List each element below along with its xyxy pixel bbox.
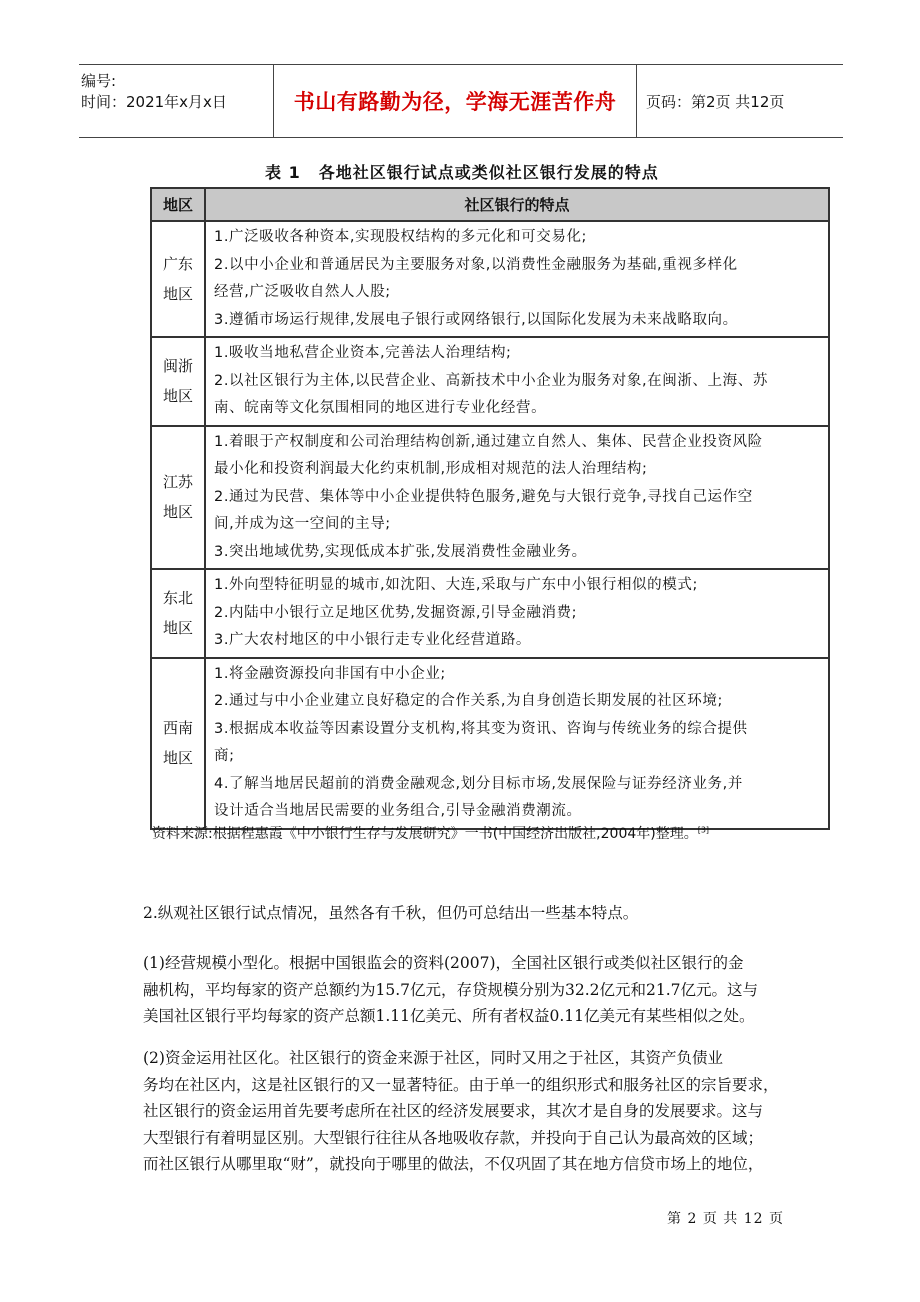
region-label: 东北	[162, 589, 193, 608]
region-cell	[151, 221, 205, 337]
feature-line: 南、皖南等文化氛围相同的地区进行专业化经营。	[214, 400, 547, 416]
table-row	[151, 658, 829, 829]
feature-line: 设计适合当地居民需要的业务组合,引导金融消费潮流。	[214, 803, 582, 819]
table-number: 表 1	[265, 163, 301, 182]
region-label: 地区	[162, 749, 193, 767]
features-cell	[205, 658, 829, 829]
paragraph-line: 社区银行的资金运用首先要考虑所在社区的经济发展要求，其次才是自身的发展要求。这与	[143, 1102, 764, 1120]
source-reference: [3]	[697, 825, 710, 835]
feature-line: 1.着眼于产权制度和公司治理结构创新,通过建立自然人、集体、民营企业投资风险	[214, 433, 763, 450]
paragraph-summary	[143, 900, 783, 927]
paragraph-funds	[143, 1045, 783, 1178]
features-cell	[205, 569, 829, 658]
paragraph-line: 大型银行有着明显区别。大型银行往往从各地吸收存款，并投向于自己认为最高效的区域；	[143, 1128, 764, 1147]
feature-line: 3.突出地域优势,实现低成本扩张,发展消费性金融业务。	[214, 543, 587, 560]
paragraph-line: (2)资金运用社区化。社区银行的资金来源于社区，同时又用之于社区，其资产负债业	[143, 1049, 723, 1067]
features-cell	[205, 221, 829, 337]
feature-line: 3.遵循市场运行规律,发展电子银行或网络银行,以国际化发展为未来战略取向。	[214, 311, 738, 328]
feature-line: 间,并成为这一空间的主导;	[214, 516, 391, 532]
region-label: 江苏	[162, 473, 193, 492]
header-page-info: 页码：第2页 共12页	[646, 92, 785, 111]
region-label: 地区	[162, 503, 193, 522]
region-cell	[151, 337, 205, 426]
column-header-region: 地区	[151, 188, 205, 221]
table-row	[151, 426, 829, 570]
region-label: 西南	[162, 719, 193, 737]
table-title	[265, 160, 659, 183]
feature-line: 2.内陆中小银行立足地区优势,发掘资源,引导金融消费;	[214, 604, 578, 621]
feature-line: 4.了解当地居民超前的消费金融观念,划分目标市场,发展保险与证券经济业务,并	[214, 775, 743, 792]
region-label: 闽浙	[162, 357, 193, 376]
features-cell	[205, 426, 829, 570]
region-label: 地区	[162, 285, 193, 303]
feature-line: 2.通过与中小企业建立良好稳定的合作关系,为自身创造长期发展的社区环境;	[214, 693, 723, 709]
table-row	[151, 569, 829, 658]
region-cell	[151, 658, 205, 829]
feature-line: 经营,广泛吸收自然人人股;	[214, 284, 391, 300]
table-source	[152, 823, 709, 843]
features-cell	[205, 337, 829, 426]
number-label: 编号:	[81, 72, 117, 90]
paragraph-line: (1)经营规模小型化。根据中国银监会的资料(2007)，全国社区银行或类似社区银行的金	[143, 954, 744, 972]
features-table	[150, 187, 830, 830]
table-caption: 各地社区银行试点或类似社区银行发展的特点	[318, 163, 659, 182]
feature-line: 2.通过为民营、集体等中小企业提供特色服务,避免与大银行竞争,寻找自己运作空	[214, 488, 753, 505]
region-label: 地区	[162, 387, 193, 406]
paragraph-line: 美国社区银行平均每家的资产总额1.11亿美元、所有者权益0.11亿美元有某些相似之处。	[143, 1007, 755, 1025]
feature-line: 2.以中小企业和普通居民为主要服务对象,以消费性金融服务为基础,重视多样化	[214, 256, 738, 273]
feature-line: 3.广大农村地区的中小银行走专业化经营道路。	[214, 632, 532, 648]
column-header-features: 社区银行的特点	[205, 188, 829, 221]
feature-line: 1.将金融资源投向非国有中小企业;	[214, 665, 446, 682]
paragraph-line: 而社区银行从哪里取“财”，就投向于哪里的做法，不仅巩固了其在地方信贷市场上的地位，	[143, 1155, 764, 1173]
source-text: 资料来源:根据程惠霞《中小银行生存与发展研究》一书(中国经济出版社,2004年)整理。	[152, 826, 698, 842]
feature-line: 2.以社区银行为主体,以民营企业、高新技术中小企业为服务对象,在闽浙、上海、苏	[214, 372, 768, 389]
region-cell	[151, 569, 205, 658]
region-label: 广东	[162, 255, 193, 273]
paragraph-line: 融机构，平均每家的资产总额约为15.7亿元，存贷规模分别为32.2亿元和21.7亿元。这与	[143, 980, 759, 999]
table-row	[151, 337, 829, 426]
paragraph-scale	[143, 950, 783, 1030]
page-footer: 第 2 页 共 12 页	[667, 1211, 784, 1227]
feature-line: 1.外向型特征明显的城市,如沈阳、大连,采取与广东中小银行相似的模式;	[214, 577, 698, 593]
table-body	[151, 221, 829, 829]
motto: 书山有路勤为径，学海无涯苦作舟	[293, 90, 617, 114]
paragraph-line: 务均在社区内，这是社区银行的又一显著特征。由于单一的组织形式和服务社区的宗旨要求，	[143, 1075, 779, 1094]
header-meta	[79, 65, 273, 137]
paragraph-line: 2.纵观社区银行试点情况，虽然各有千秋，但仍可总结出一些基本特点。	[143, 904, 639, 922]
feature-line: 商;	[214, 748, 235, 764]
feature-line: 3.根据成本收益等因素设置分支机构,将其变为资讯、咨询与传统业务的综合提供	[214, 720, 748, 737]
table-row	[151, 221, 829, 337]
region-cell	[151, 426, 205, 570]
page-header	[79, 64, 843, 138]
table-header-row	[151, 188, 829, 221]
region-label: 地区	[162, 619, 193, 638]
feature-line: 1.吸收当地私营企业资本,完善法人治理结构;	[214, 345, 512, 361]
date-line: 时间：2021年x月x日	[81, 93, 227, 111]
feature-line: 最小化和投资利润最大化约束机制,形成相对规范的法人治理结构;	[214, 461, 648, 477]
feature-line: 1.广泛吸收各种资本,实现股权结构的多元化和可交易化;	[214, 229, 588, 245]
header-motto-cell	[273, 65, 637, 137]
